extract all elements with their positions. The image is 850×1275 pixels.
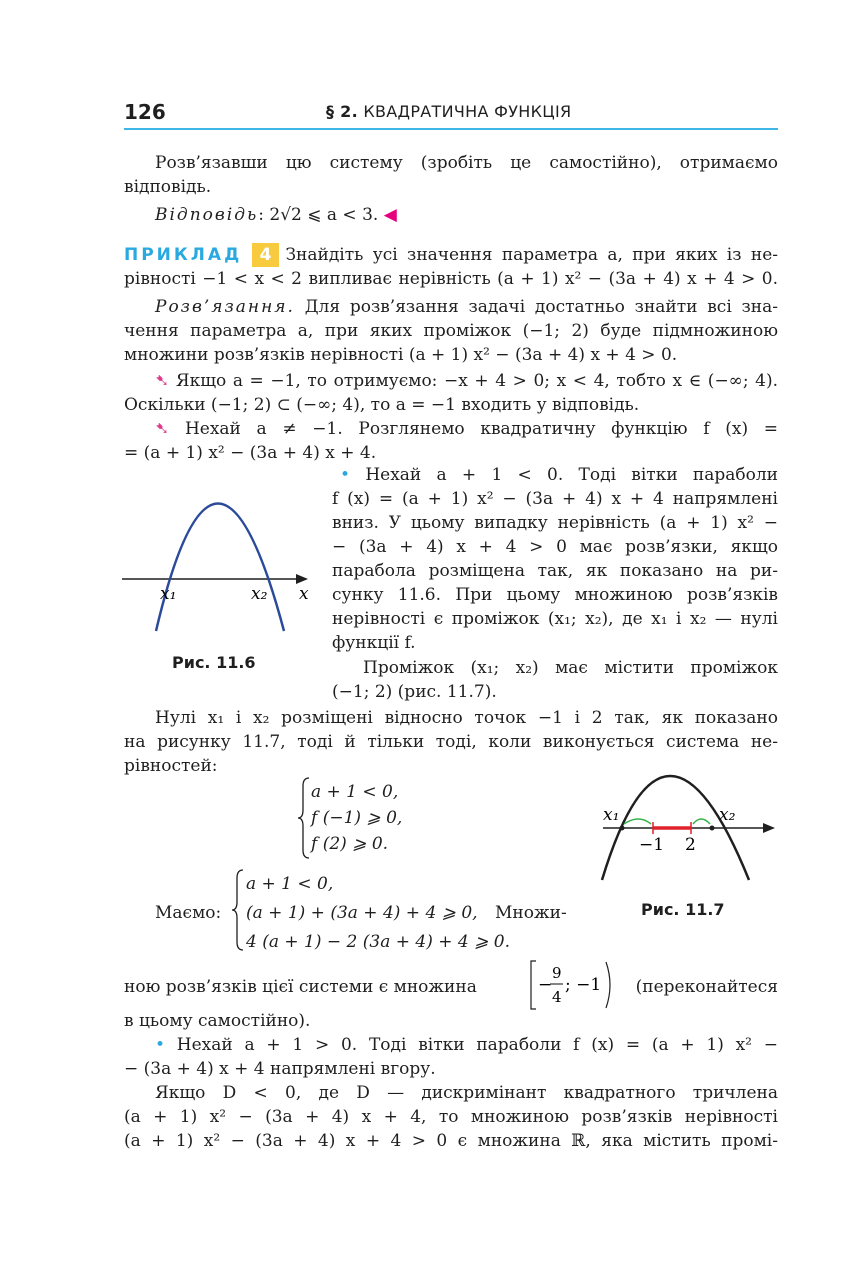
text-line: f (x) = (a + 1) x² − (3a + 4) x + 4 напрямлені [332, 489, 778, 509]
text-line: Нулі x₁ і x₂ розміщені відносно точок −1 і 2 так, як показано [155, 708, 778, 728]
text-line: − (3a + 4) x + 4 напрямлені вгору. [124, 1059, 436, 1079]
text-line: Розв’язавши цю систему (зробіть це самостійно), отримаємо [155, 153, 778, 173]
section-header [326, 102, 571, 121]
text-line: чення параметра a, при яких проміжок (−1; 2) буде підмножиною [124, 321, 778, 341]
have-label: Маємо: [155, 903, 222, 923]
hand-pointer-icon: ➷ [155, 419, 170, 439]
case-text: Нехай a ≠ −1. Розглянемо квадратичну функцію f (x) = [184, 419, 778, 439]
solution-line [155, 295, 778, 319]
text-line: рівностей: [124, 756, 218, 776]
system-row: a + 1 < 0, [246, 874, 334, 894]
bullet-text: Нехай a + 1 < 0. Тоді вітки параболи [365, 465, 779, 485]
fig2-minus-one-label: −1 [639, 835, 665, 855]
answer-line [155, 203, 809, 227]
fig1-x2-label: x₂ [251, 584, 268, 604]
answer-label: Відповідь [155, 205, 259, 225]
text-line: (a + 1) x² − (3a + 4) x + 4 > 0 є множина ℝ, яка містить промі- [124, 1131, 778, 1151]
text-line: парабола розміщена так, як показано на ри- [332, 561, 778, 581]
text-line: (−1; 2) (рис. 11.7). [332, 682, 497, 702]
bullet-text: Нехай a + 1 > 0. Тоді вітки параболи f (x) = (a + 1) x² − [176, 1035, 779, 1055]
bullet-icon: • [155, 1035, 166, 1055]
hand-pointer-icon: ➷ [155, 371, 170, 391]
svg-text:9: 9 [552, 964, 562, 982]
figure-11-7 [595, 770, 780, 885]
system-row: a + 1 < 0, [311, 782, 399, 802]
arrow-left-icon [624, 819, 651, 824]
text-line: − (3a + 4) x + 4 > 0 має розв’язки, якщо [332, 537, 778, 557]
fig2-x1-label: x₁ [603, 805, 620, 825]
solution-text: Для розв’язання задачі достатньо знайти всі зна- [304, 297, 779, 317]
text-line: функції f. [332, 633, 416, 653]
figure-caption: Рис. 11.7 [641, 900, 725, 919]
text-line: в цьому самостійно). [124, 1011, 311, 1031]
axis-arrow-icon [763, 823, 775, 833]
case-line [155, 417, 778, 441]
solution-label: Розв’язання. [155, 297, 295, 317]
section-title: КВАДРАТИЧНА ФУНКЦІЯ [363, 102, 572, 121]
interval-text [528, 973, 618, 1013]
text-line: рівності −1 < x < 2 випливає нерівність (a + 1) x² − (3a + 4) x + 4 > 0. [124, 269, 778, 289]
zero-x2-dot [710, 826, 715, 831]
text-line: Оскільки (−1; 2) ⊂ (−∞; 4), то a = −1 входить у відповідь. [124, 395, 640, 415]
text-line: на рисунку 11.7, тоді й тільки тоді, коли виконується система не- [124, 732, 778, 752]
fig1-x1-label: x₁ [160, 584, 177, 604]
text-line: сунку 11.6. При цьому множиною розв’язків [332, 585, 778, 605]
figure-caption: Рис. 11.6 [172, 653, 256, 672]
axis-arrow-icon [296, 574, 308, 584]
system-brace [231, 868, 245, 952]
text-line: множини розв’язків нерівності (a + 1) x² − (3a + 4) x + 4 > 0. [124, 345, 678, 365]
text-line: Проміжок (x₁; x₂) має містити проміжок [363, 658, 778, 678]
svg-text:4: 4 [552, 988, 562, 1006]
system-brace [297, 776, 311, 860]
case-text: Якщо a = −1, то отримуємо: −x + 4 > 0; x < 4, тобто x ∈ (−∞; 4). [175, 371, 779, 391]
text-line: Множи- [495, 903, 567, 923]
zero-x1-dot [620, 826, 625, 831]
bullet-line [340, 463, 778, 487]
text-line: відповідь. [124, 177, 212, 197]
fig2-x2-label: x₂ [719, 805, 736, 825]
system-row: (a + 1) + (3a + 4) + 4 ⩾ 0, [246, 903, 478, 923]
interval-expression [528, 958, 618, 1012]
system-row: f (−1) ⩾ 0, [311, 808, 403, 828]
text-line: = (a + 1) x² − (3a + 4) x + 4. [124, 443, 377, 463]
answer-value: : 2√2 ⩽ a < 3. [258, 205, 379, 225]
text-line: Якщо D < 0, де D — дискримінант квадратного тричлена [155, 1083, 778, 1103]
text-line: ною розв’язків цієї системи є множина [124, 977, 477, 997]
figure-11-6 [118, 488, 318, 638]
example-number: 4 [252, 243, 280, 267]
text-line: (переконайтеся [635, 977, 778, 997]
parabola-down [156, 504, 284, 632]
text-line: (a + 1) x² − (3a + 4) x + 4, то множиною розв’язків нерівності [124, 1107, 778, 1127]
example-title: ПРИКЛАД [124, 245, 243, 265]
text-line: нерівності є проміжок (x₁; x₂), де x₁ і x₂ — нулі [332, 609, 778, 629]
section-mark: § 2. [326, 102, 358, 121]
system-row: f (2) ⩾ 0. [311, 834, 389, 854]
bullet-line [155, 1033, 778, 1057]
svg-text:; −1: ; −1 [565, 975, 602, 995]
system-row: 4 (a + 1) − 2 (3a + 4) + 4 ⩾ 0. [246, 932, 510, 952]
header-rule [124, 128, 778, 130]
fig2-two-label: 2 [685, 835, 696, 855]
fig1-axis-label: x [299, 584, 309, 604]
arrow-right-icon [693, 819, 710, 824]
example-text: Знайдіть усі значення параметра a, при яких із не- [285, 245, 778, 265]
svg-text:−: − [538, 975, 553, 995]
system-1 [311, 779, 402, 857]
bullet-icon: • [340, 465, 351, 485]
page-number: 126 [124, 100, 166, 124]
system-2 [246, 870, 510, 957]
case-line [155, 369, 778, 393]
end-of-solution-icon: ◀ [383, 205, 397, 225]
example-heading [124, 243, 778, 267]
text-line: вниз. У цьому випадку нерівність (a + 1) x² − [332, 513, 778, 533]
